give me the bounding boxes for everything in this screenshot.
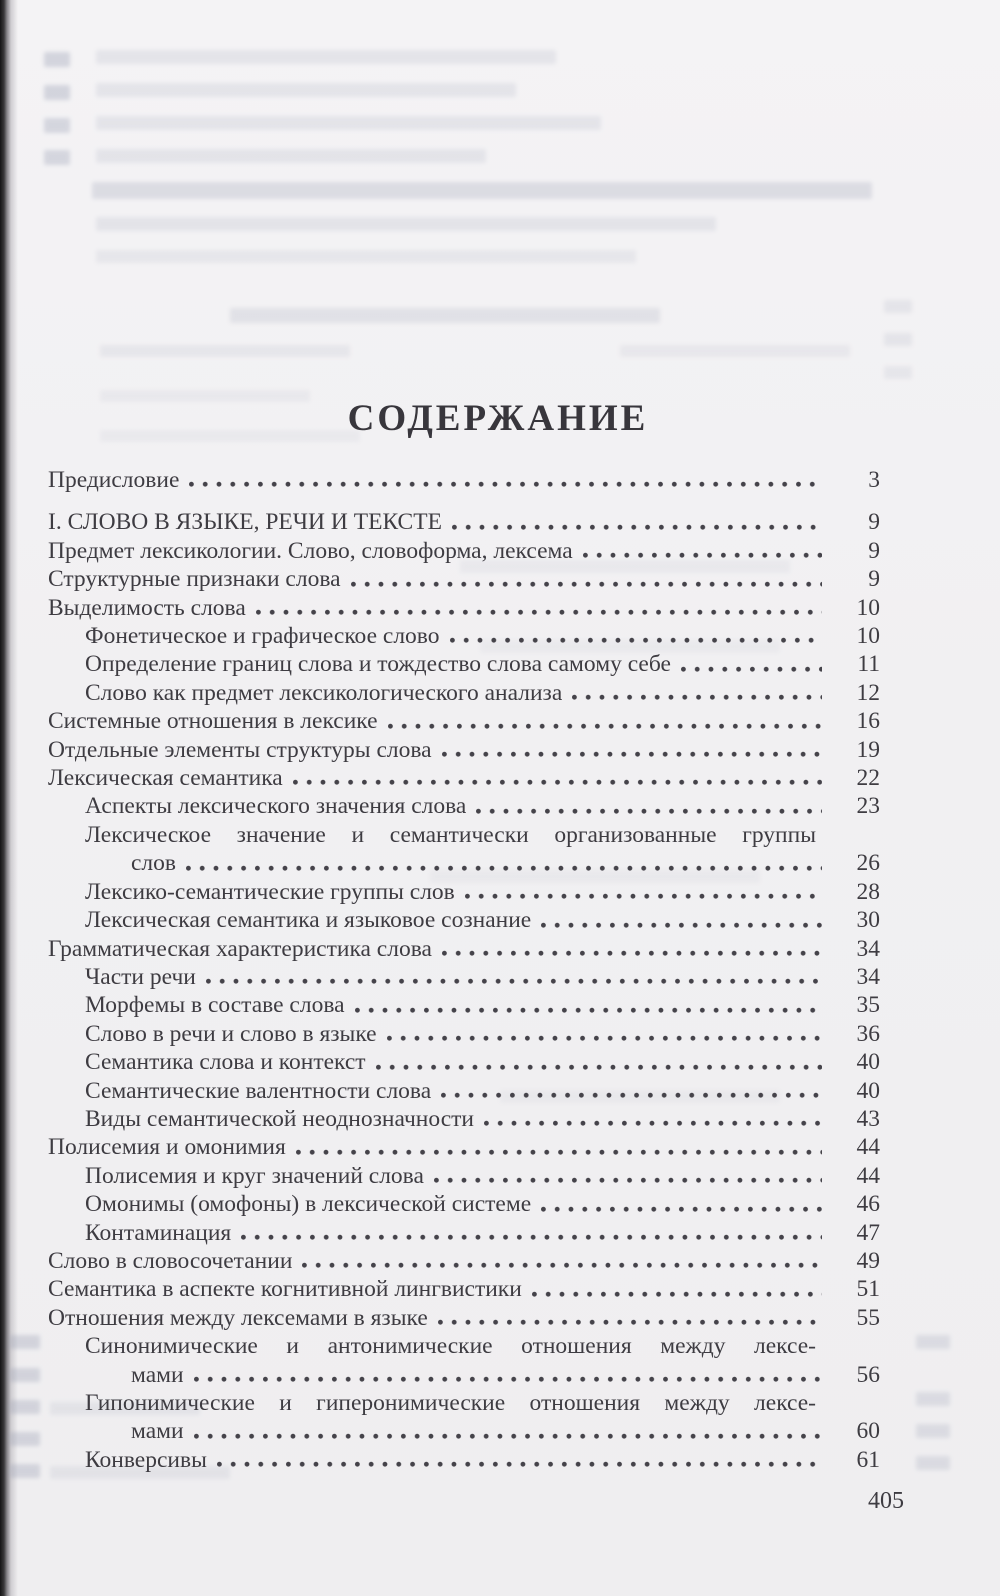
toc-entry-row: [85, 622, 880, 650]
toc-entry-row: [48, 1247, 880, 1275]
dot-leader: [293, 779, 822, 786]
bleedthrough-mark: [10, 1400, 40, 1414]
toc-entry-page: 9: [868, 566, 880, 593]
toc-entry-page: 40: [856, 1049, 880, 1076]
toc-entry-row: [48, 935, 880, 963]
toc-entry-page: 11: [857, 651, 880, 678]
bleedthrough-mark: [884, 300, 912, 313]
bleedthrough-mark: [44, 150, 70, 165]
toc-entry-page: 12: [856, 679, 880, 706]
dot-leader: [434, 1177, 822, 1184]
bleedthrough-mark: [230, 308, 660, 323]
toc-entry: [48, 537, 880, 565]
toc-entry-page: 36: [856, 1020, 880, 1047]
toc-entry: [48, 935, 880, 963]
dot-leader: [355, 1007, 822, 1014]
bleedthrough-mark: [96, 83, 516, 97]
toc-entry-page: 34: [856, 935, 880, 962]
toc-entry-page: 34: [856, 963, 880, 990]
toc-entry-page: 23: [856, 793, 880, 820]
toc-entry: [48, 1162, 880, 1190]
toc-entry: [48, 594, 880, 622]
toc-entry-label: Части речи: [85, 963, 196, 990]
toc-entry-page: 61: [856, 1446, 880, 1473]
toc-entry-label: Лексико-семантические группы слов: [85, 878, 455, 905]
toc-entry: [48, 906, 880, 934]
toc-entry-label: Слово как предмет лексикологического анализа: [85, 679, 563, 706]
toc-entry-page: 60: [856, 1418, 880, 1445]
toc-entry-label-line2: слов: [131, 850, 177, 877]
toc-entry-label: I. СЛОВО В ЯЗЫКЕ, РЕЧИ И ТЕКСТЕ: [48, 509, 442, 536]
toc-entry: [48, 821, 880, 878]
toc-entry-row: [85, 1077, 880, 1105]
toc-entry-row: [85, 792, 880, 820]
dot-leader: [572, 694, 822, 701]
toc-entry-row: [85, 849, 880, 877]
toc-entry-label-line1: Гипонимические и гиперонимические отношения между лексе-: [85, 1390, 816, 1416]
toc-entry-row: [85, 679, 880, 707]
dot-leader: [438, 1319, 822, 1326]
toc-entry-label-line2: мами: [131, 1418, 184, 1445]
toc-entry-row: [85, 650, 880, 678]
toc-entry: [48, 650, 880, 678]
toc-entry-row: [85, 1361, 880, 1389]
toc-entry-row: [48, 1275, 880, 1303]
toc-entry: [48, 1332, 880, 1389]
toc-entry-row: [85, 1417, 880, 1445]
toc-entry-label: Грамматическая характеристика слова: [48, 935, 432, 962]
toc-entry-row: [85, 1219, 880, 1247]
bleedthrough-mark: [96, 149, 486, 163]
toc-entry: [48, 1105, 880, 1133]
page-title: СОДЕРЖАНИЕ: [347, 397, 649, 439]
dot-leader: [387, 1035, 822, 1042]
dot-leader: [441, 1092, 822, 1099]
dot-leader: [541, 922, 822, 929]
toc-entry: [48, 878, 880, 906]
toc-entry-label: Слово в речи и слово в языке: [85, 1020, 377, 1047]
toc-entry: [48, 1190, 880, 1218]
toc-entry-page: 10: [856, 623, 880, 650]
toc-entry: [48, 622, 880, 650]
toc-entry: [48, 1304, 880, 1332]
bleedthrough-mark: [44, 118, 70, 133]
toc-entry-row: [85, 1190, 880, 1218]
dot-leader: [194, 1433, 822, 1440]
page-number: 405: [868, 1488, 904, 1514]
toc-entry: [48, 707, 880, 735]
bleedthrough-mark: [100, 345, 350, 357]
toc-entry-label-line1: Лексическое значение и семантически организованные группы: [85, 821, 816, 848]
toc-entry-row: [48, 736, 880, 764]
toc-entry: [48, 1020, 880, 1048]
toc-entry-row: [85, 1048, 880, 1076]
toc-entry: [48, 764, 880, 792]
toc-entry-page: 56: [856, 1361, 880, 1388]
bleedthrough-mark: [916, 1424, 950, 1438]
dot-leader: [351, 581, 822, 588]
toc-entry-page: 51: [856, 1276, 880, 1303]
toc-entry-page: 35: [856, 992, 880, 1019]
toc-entry-page: 55: [856, 1304, 880, 1331]
dot-leader: [541, 1206, 822, 1213]
toc-entry-page: 47: [856, 1219, 880, 1246]
toc-entry-row: [85, 1105, 880, 1133]
dot-leader: [256, 609, 822, 616]
toc-entry: [48, 679, 880, 707]
dot-leader: [388, 723, 822, 730]
toc-entry-label: Выделимость слова: [48, 594, 246, 621]
toc-entry-label: Семантика в аспекте когнитивной лингвистики: [48, 1276, 522, 1303]
toc-entry: [48, 736, 880, 764]
toc-entry-row: [85, 1162, 880, 1190]
page-edge-shadow: [0, 0, 18, 1596]
bleedthrough-mark: [10, 1464, 40, 1478]
toc-entry-label: Семантические валентности слова: [85, 1077, 432, 1104]
toc-entry-label-line2: мами: [131, 1361, 184, 1388]
toc-entry-label: Отдельные элементы структуры слова: [48, 736, 432, 763]
toc-entry-row: [48, 764, 880, 792]
dot-leader: [484, 1120, 822, 1127]
dot-leader: [442, 950, 822, 957]
toc-entry-label: Семантика слова и контекст: [85, 1049, 366, 1076]
toc-entry-label: Лексическая семантика: [48, 765, 283, 792]
toc-entry-page: 16: [856, 708, 880, 735]
bleedthrough-mark: [10, 1335, 40, 1349]
toc-entry: [48, 1219, 880, 1247]
bleedthrough-mark: [916, 1456, 950, 1470]
toc-entry-label: Предисловие: [48, 467, 180, 493]
toc-entry-label: Полисемия и омонимия: [48, 1134, 286, 1161]
bleedthrough-mark: [620, 345, 850, 357]
bleedthrough-mark: [884, 333, 912, 346]
dot-leader: [442, 751, 822, 758]
dot-leader: [302, 1262, 822, 1269]
toc-entry: [48, 1389, 880, 1446]
bleedthrough-mark: [884, 366, 912, 379]
toc-entry-label: Омонимы (омофоны) в лексической системе: [85, 1191, 532, 1218]
dot-leader: [476, 808, 822, 815]
toc-entry-row: [48, 707, 880, 735]
toc-entry-label: Виды семантической неоднозначности: [85, 1105, 474, 1132]
toc-entry-row: [85, 1020, 880, 1048]
bleedthrough-mark: [10, 1368, 40, 1382]
dot-leader: [452, 524, 822, 531]
bleedthrough-mark: [916, 1335, 950, 1349]
toc-entry-page: 26: [856, 850, 880, 877]
dot-leader: [532, 1291, 822, 1298]
toc-entry-row: [48, 565, 880, 593]
toc-entry: [48, 508, 880, 536]
toc-entry: [48, 1077, 880, 1105]
toc-entry-row: [48, 466, 880, 494]
dot-leader: [241, 1234, 822, 1241]
bleedthrough-mark: [44, 52, 70, 67]
toc-entry-label: Слово в словосочетании: [48, 1247, 293, 1274]
bleedthrough-mark: [92, 182, 872, 199]
toc-entry-row: [48, 508, 880, 536]
toc-list: [48, 466, 880, 1474]
bleedthrough-mark: [44, 85, 70, 100]
toc-entry-row: [85, 963, 880, 991]
toc-entry-page: 43: [856, 1105, 880, 1132]
dot-leader: [194, 1376, 822, 1383]
toc-entry-row: [85, 906, 880, 934]
dot-leader: [450, 637, 823, 644]
dot-leader: [465, 893, 822, 900]
toc-entry-page: 10: [856, 594, 880, 621]
bleedthrough-mark: [10, 1432, 40, 1446]
toc-entry-page: 3: [868, 467, 880, 493]
toc-entry-page: 44: [856, 1162, 880, 1189]
bleedthrough-mark: [96, 50, 556, 64]
toc-entry-page: 28: [856, 878, 880, 905]
dot-leader: [217, 1461, 822, 1468]
dot-leader: [186, 865, 822, 872]
toc-entry-page: 30: [856, 907, 880, 934]
toc-entry-label: Конверсивы: [85, 1446, 207, 1473]
toc-entry: [48, 1133, 880, 1161]
toc-entry-page: 49: [856, 1247, 880, 1274]
toc-entry: [48, 1247, 880, 1275]
dot-leader: [189, 481, 822, 488]
bleedthrough-mark: [96, 217, 716, 231]
toc-entry: [48, 963, 880, 991]
toc-entry: [48, 991, 880, 1019]
dot-leader: [583, 552, 822, 559]
toc-entry-label: Системные отношения в лексике: [48, 708, 378, 735]
toc-entry-label: Определение границ слова и тождество слова самому себе: [85, 651, 671, 678]
toc-entry-row: [48, 537, 880, 565]
toc-entry-page: 9: [868, 509, 880, 536]
dot-leader: [296, 1149, 822, 1156]
toc-entry-row: [85, 1446, 880, 1474]
toc-entry: [48, 1275, 880, 1303]
toc-entry-label: Контаминация: [85, 1219, 232, 1246]
toc-entry-row: [85, 991, 880, 1019]
toc-entry-row: [48, 594, 880, 622]
bleedthrough-mark: [916, 1392, 950, 1406]
toc-entry: [48, 1048, 880, 1076]
toc-entry-page: 19: [856, 736, 880, 763]
toc-entry-label: Полисемия и круг значений слова: [85, 1162, 424, 1189]
toc-entry-label: Структурные признаки слова: [48, 566, 341, 593]
toc-entry-page: 40: [856, 1077, 880, 1104]
toc-entry-label: Морфемы в составе слова: [85, 992, 345, 1019]
toc-entry: [48, 466, 880, 494]
toc-entry-label: Предмет лексикологии. Слово, словоформа, лексема: [48, 537, 573, 564]
toc-entry-row: [48, 1304, 880, 1332]
toc-entry-row: [85, 878, 880, 906]
toc-entry: [48, 1446, 880, 1474]
toc-entry-label: Отношения между лексемами в языке: [48, 1304, 428, 1331]
bleedthrough-mark: [96, 116, 601, 130]
toc-entry-label: Лексическая семантика и языковое сознание: [85, 907, 532, 934]
toc-entry: [48, 565, 880, 593]
dot-leader: [206, 978, 822, 985]
toc-entry-page: 22: [856, 765, 880, 792]
toc-entry-page: 44: [856, 1134, 880, 1161]
toc-entry-label-line1: Синонимические и антонимические отношения между лексе-: [85, 1333, 816, 1360]
dot-leader: [681, 666, 822, 673]
toc-entry-label: Фонетическое и графическое слово: [85, 623, 440, 650]
dot-leader: [376, 1064, 822, 1071]
toc-entry-page: 46: [856, 1191, 880, 1218]
toc-entry-label: Аспекты лексического значения слова: [85, 793, 467, 820]
toc-entry-row: [48, 1133, 880, 1161]
toc-entry: [48, 792, 880, 820]
bleedthrough-mark: [96, 250, 636, 263]
toc-entry-page: 9: [868, 537, 880, 564]
